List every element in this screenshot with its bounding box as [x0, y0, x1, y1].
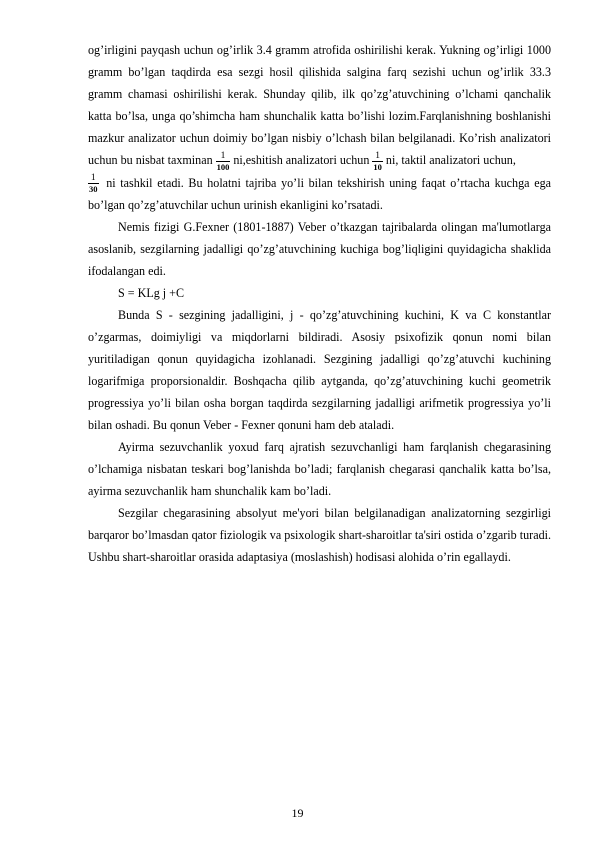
page-number: 19: [291, 806, 304, 820]
formula-fechner-law: S = KLg j +C: [118, 286, 185, 301]
paragraph-fechner: Nemis fizigi G.Fexner (1801-1887) Veber o’tkazgan tajribalarda olingan ma'lumotlarga asoslanib, sezgilarning jadalligi qo’zg’atuvchining kuchiga bog’liqligini quyidagicha shaklida ifodalangan edi.: [88, 220, 551, 279]
fraction-denominator: 100: [216, 161, 230, 172]
fraction-numerator: 1: [90, 173, 96, 184]
fraction-hearing: [372, 151, 383, 172]
document-page: [88, 39, 551, 568]
paragraph-text: og’irligini payqash uchun og’irlik 3.4 gramm atrofida oshirilishi kerak. Yukning og’irligi 1000 gramm bo’lgan taqdirda esa sezgi hosil qilishida salgina farq sezishi uchun og’irlik 33.3 gramm chamasi oshirilishi kerak. Shunday qilib, ilk qo’zg’atuvchining o’lchami qanchalik katta bo’lsa, unga qo’shimcha ham shunchalik katta bo’lishi lozim.Farqlanishning boshlanishi mazkur analizator uchun doimiy bo’lgan nisbiy o’lchash bilan belgilanadi. Ko’rish analizatori uchun bu nisbat taxminan: [88, 43, 551, 167]
fraction-vision: [216, 151, 231, 172]
fraction-denominator: 30: [89, 184, 98, 195]
paragraph-difference-sensitivity: Ayirma sezuvchanlik yoxud farq ajratish sezuvchanligi ham farqlanish chegarasining o’lchamiga nisbatan teskari bog’lanishda bo’ladi; farqlanish chegarasi qanchalik katta bo’lsa, ayirma sezuvchanlik ham shunchalik kam bo’ladi.: [88, 440, 551, 499]
paragraph-text: ni, taktil analizatori uchun,: [385, 153, 516, 167]
fraction-touch: [88, 173, 99, 194]
fraction-numerator: 1: [375, 150, 381, 161]
paragraph-text: ni,eshitish analizatori uchun: [233, 153, 370, 167]
paragraph-formula-explanation: Bunda S - sezgining jadalligini, j - qo’zg’atuvchining kuchini, K va C konstantlar o’zgarmas, doimiyligi va miqdorlarni bildiradi. Asosiy psixofizik qonun nomi bilan yuritiladigan qonun quyidagicha izohlanadi. Sezgining jadalligi qo’zg’atuvchi kuchining logarifmiga proporsionaldir. Boshqacha qilib aytganda, qo’zg’atuvchining kuchi geometrik progressiya yo’li bilan osha borgan taqdirda sezgilarning jadalligi arifmetik progressiya yo’li bilan oshadi. Bu qonun Veber - Fexner qonuni ham deb ataladi.: [88, 308, 551, 433]
fraction-denominator: 10: [373, 161, 382, 172]
fraction-numerator: 1: [220, 150, 226, 161]
paragraph-weber-ratios: [88, 39, 551, 216]
paragraph-adaptation: Sezgilar chegarasining absolyut me'yori bilan belgilanadigan analizatorning sezgirligi barqaror bo’lmasdan qator fiziologik va psixologik shart-sharoitlar ta'siri ostida o’zgarib turadi. Ushbu shart-sharoitlar orasida adaptasiya (moslashish) hodisasi alohida o’rin egallaydi.: [88, 506, 551, 565]
paragraph-text: ni tashkil etadi. Bu holatni tajriba yo’li bilan tekshirish uning faqat o’rtacha kuchga ega bo’lgan qo’zg’atuvchilar uchun urinish ekanligini ko’rsatadi.: [88, 175, 551, 213]
